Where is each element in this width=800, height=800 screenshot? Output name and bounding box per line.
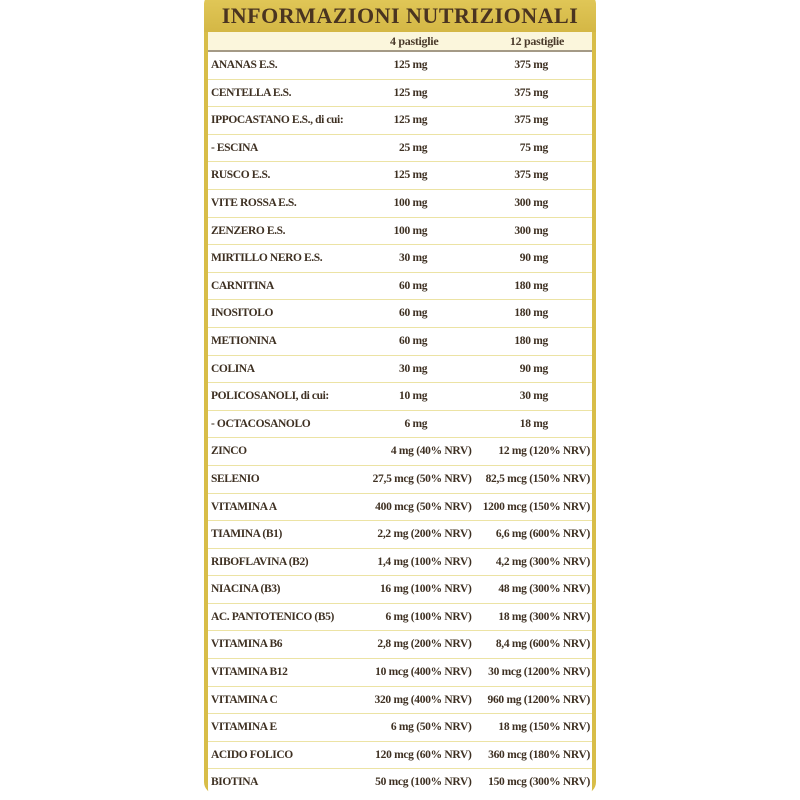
ingredient-name: ZINCO	[211, 445, 247, 458]
dose-4-tablets: 2,8 mg (200% NRV)	[377, 638, 472, 651]
table-row	[208, 631, 592, 659]
table-header-row	[208, 32, 592, 52]
dose-4-tablets: 30 mg	[399, 362, 428, 375]
dose-12-tablets: 90 mg	[519, 252, 548, 265]
table-row	[208, 604, 592, 632]
dose-12-tablets: 375 mg	[514, 59, 548, 71]
dose-12-tablets: 375 mg	[514, 86, 548, 99]
table-row	[208, 218, 592, 246]
dose-12-tablets: 6,6 mg (600% NRV)	[495, 528, 590, 541]
ingredient-name: CENTELLA E.S.	[211, 86, 292, 99]
table-row	[208, 659, 592, 687]
dose-4-tablets: 10 mcg (400% NRV)	[375, 666, 472, 679]
table-row	[208, 438, 592, 466]
ingredient-name: RUSCO E.S.	[211, 169, 270, 182]
table-row	[208, 190, 592, 218]
dose-4-tablets: 1,4 mg (100% NRV)	[377, 555, 472, 568]
dose-4-tablets: 25 mg	[399, 141, 428, 154]
dose-12-tablets: 1200 mcg (150% NRV)	[482, 500, 590, 513]
dose-4-tablets: 100 mg	[393, 224, 428, 237]
dose-4-tablets: 60 mg	[399, 279, 428, 292]
table-row	[208, 494, 592, 522]
dose-12-tablets: 180 mg	[514, 334, 548, 347]
ingredient-name: COLINA	[211, 362, 255, 375]
dose-12-tablets: 180 mg	[514, 279, 548, 292]
column-header-name	[208, 32, 351, 50]
dose-4-tablets: 4 mg (40% NRV)	[390, 445, 472, 458]
dose-4-tablets: 125 mg	[393, 59, 428, 71]
ingredient-name: BIOTINA	[211, 776, 259, 789]
ingredient-name: INOSITOLO	[211, 307, 274, 320]
ingredient-name: ANANAS E.S.	[211, 59, 278, 71]
dose-12-tablets: 90 mg	[519, 362, 548, 375]
table-row	[208, 245, 592, 273]
table-row	[208, 466, 592, 494]
table-row	[208, 135, 592, 163]
table-row	[208, 52, 592, 80]
ingredient-name: VITAMINA E	[211, 721, 277, 734]
table-row	[208, 769, 592, 797]
dose-4-tablets: 27,5 mcg (50% NRV)	[372, 472, 472, 485]
table-row	[208, 80, 592, 108]
ingredient-name: AC. PANTOTENICO (B5)	[211, 610, 334, 623]
dose-4-tablets: 6 mg (50% NRV)	[390, 721, 472, 734]
dose-4-tablets: 50 mcg (100% NRV)	[375, 776, 472, 789]
table-body	[208, 52, 592, 797]
ingredient-name: VITAMINA C	[211, 693, 278, 706]
dose-4-tablets: 16 mg (100% NRV)	[379, 583, 472, 596]
dose-4-tablets: 125 mg	[393, 86, 428, 99]
ingredient-name: VITAMINA A	[211, 500, 277, 513]
ingredient-name: NIACINA (B3)	[211, 583, 280, 596]
dose-4-tablets: 100 mg	[393, 196, 428, 209]
dose-12-tablets: 360 mcg (180% NRV)	[488, 748, 590, 761]
dose-4-tablets: 125 mg	[393, 169, 428, 182]
table-row	[208, 273, 592, 301]
table-row	[208, 328, 592, 356]
dose-12-tablets: 4,2 mg (300% NRV)	[495, 555, 590, 568]
table-row	[208, 521, 592, 549]
column-header-12-tablets: 12 pastiglie	[509, 34, 564, 48]
dose-12-tablets: 18 mg (300% NRV)	[498, 610, 590, 623]
ingredient-name: - ESCINA	[211, 141, 258, 154]
nutrition-table	[208, 32, 592, 797]
dose-12-tablets: 12 mg (120% NRV)	[498, 445, 590, 458]
dose-4-tablets: 125 mg	[393, 114, 428, 127]
dose-4-tablets: 120 mcg (60% NRV)	[375, 748, 472, 761]
table-row	[208, 742, 592, 770]
ingredient-name: SELENIO	[211, 472, 260, 485]
ingredient-name: CARNITINA	[211, 279, 274, 292]
ingredient-name: ZENZERO E.S.	[211, 224, 286, 237]
dose-4-tablets: 2,2 mg (200% NRV)	[377, 528, 472, 541]
dose-12-tablets: 300 mg	[514, 196, 548, 209]
table-row	[208, 549, 592, 577]
dose-12-tablets: 30 mcg (1200% NRV)	[488, 666, 590, 679]
dose-12-tablets: 300 mg	[514, 224, 548, 237]
panel-title: INFORMAZIONI NUTRIZIONALI	[204, 0, 596, 32]
dose-4-tablets: 30 mg	[399, 252, 428, 265]
dose-4-tablets: 6 mg (100% NRV)	[385, 610, 472, 623]
table-row	[208, 576, 592, 604]
ingredient-name: VITAMINA B6	[211, 638, 283, 651]
column-header-4-tablets: 4 pastiglie	[389, 34, 439, 48]
ingredient-name: IPPOCASTANO E.S., di cui:	[211, 114, 344, 127]
dose-12-tablets: 18 mg (150% NRV)	[498, 721, 590, 734]
ingredient-name: VITAMINA B12	[211, 666, 288, 679]
dose-12-tablets: 180 mg	[514, 307, 548, 320]
dose-12-tablets: 18 mg	[519, 417, 548, 430]
table-row	[208, 162, 592, 190]
ingredient-name: POLICOSANOLI, di cui:	[211, 390, 329, 403]
ingredient-name: - OCTACOSANOLO	[211, 417, 311, 430]
table-row	[208, 383, 592, 411]
table-row	[208, 411, 592, 439]
dose-12-tablets: 8,4 mg (600% NRV)	[495, 638, 590, 651]
table-row	[208, 107, 592, 135]
dose-12-tablets: 48 mg (300% NRV)	[498, 583, 590, 596]
dose-4-tablets: 60 mg	[399, 334, 428, 347]
dose-12-tablets: 75 mg	[519, 141, 548, 154]
dose-12-tablets: 960 mg (1200% NRV)	[487, 693, 590, 706]
table-row	[208, 356, 592, 384]
dose-4-tablets: 400 mcg (50% NRV)	[375, 500, 472, 513]
nutrition-facts-panel	[204, 0, 596, 794]
dose-4-tablets: 10 mg	[399, 390, 428, 403]
ingredient-name: VITE ROSSA E.S.	[211, 196, 297, 209]
ingredient-name: TIAMINA (B1)	[211, 528, 282, 541]
table-row	[208, 687, 592, 715]
dose-4-tablets: 320 mg (400% NRV)	[374, 693, 472, 706]
ingredient-name: ACIDO FOLICO	[211, 748, 293, 761]
dose-12-tablets: 82,5 mcg (150% NRV)	[485, 472, 590, 485]
dose-12-tablets: 375 mg	[514, 114, 548, 127]
ingredient-name: RIBOFLAVINA (B2)	[211, 555, 309, 568]
dose-4-tablets: 60 mg	[399, 307, 428, 320]
dose-12-tablets: 150 mcg (300% NRV)	[488, 776, 590, 789]
dose-12-tablets: 30 mg	[519, 390, 548, 403]
dose-12-tablets: 375 mg	[514, 169, 548, 182]
dose-4-tablets: 6 mg	[404, 417, 428, 430]
ingredient-name: MIRTILLO NERO E.S.	[211, 252, 323, 265]
table-row	[208, 714, 592, 742]
table-row	[208, 300, 592, 328]
ingredient-name: METIONINA	[211, 334, 277, 347]
